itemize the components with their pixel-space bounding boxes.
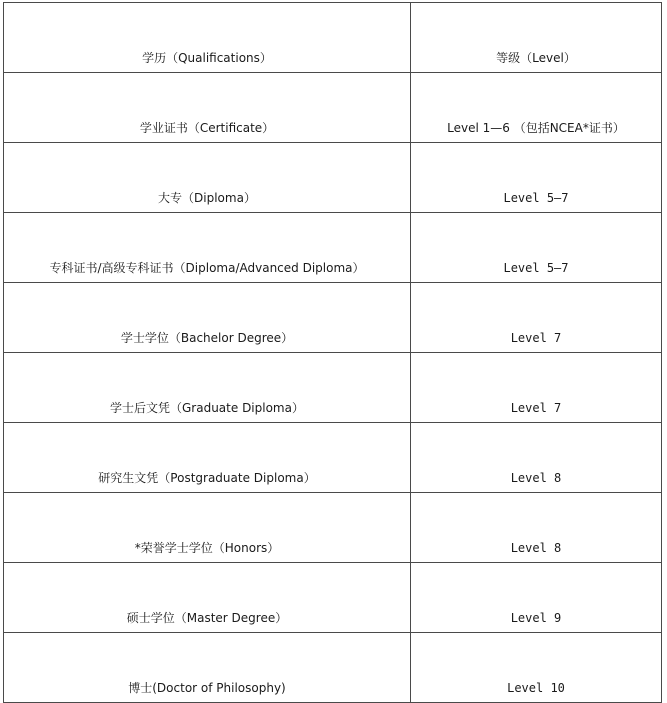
level-cell: Level 10 — [411, 633, 662, 703]
qualification-cell: 专科证书/高级专科证书（Diploma/Advanced Diploma） — [4, 213, 411, 283]
level-cell: Level 8 — [411, 423, 662, 493]
level-cell: Level 7 — [411, 353, 662, 423]
qualification-cell: 硕士学位（Master Degree） — [4, 563, 411, 633]
table-row — [4, 423, 662, 493]
header-level: 等级（Level） — [411, 3, 662, 73]
qualification-cell: *荣誉学士学位（Honors） — [4, 493, 411, 563]
qualification-cell: 大专（Diploma） — [4, 143, 411, 213]
table-row — [4, 283, 662, 353]
table-row — [4, 213, 662, 283]
table-row — [4, 493, 662, 563]
table-row — [4, 143, 662, 213]
table-row — [4, 633, 662, 703]
qualification-cell: 学业证书（Certificate） — [4, 73, 411, 143]
table-row — [4, 353, 662, 423]
level-cell: Level 5—7 — [411, 213, 662, 283]
level-cell: Level 1—6 （包括NCEA*证书） — [411, 73, 662, 143]
table-body — [4, 3, 662, 703]
header-qualification: 学历（Qualifications） — [4, 3, 411, 73]
table-header-row — [4, 3, 662, 73]
qualification-cell: 学士后文凭（Graduate Diploma） — [4, 353, 411, 423]
table-row — [4, 563, 662, 633]
qualification-cell: 研究生文凭（Postgraduate Diploma） — [4, 423, 411, 493]
table-row — [4, 73, 662, 143]
level-cell: Level 9 — [411, 563, 662, 633]
qualifications-table — [3, 2, 662, 703]
level-cell: Level 8 — [411, 493, 662, 563]
level-cell: Level 7 — [411, 283, 662, 353]
qualification-cell: 学士学位（Bachelor Degree） — [4, 283, 411, 353]
qualification-cell: 博士(Doctor of Philosophy) — [4, 633, 411, 703]
level-cell: Level 5—7 — [411, 143, 662, 213]
